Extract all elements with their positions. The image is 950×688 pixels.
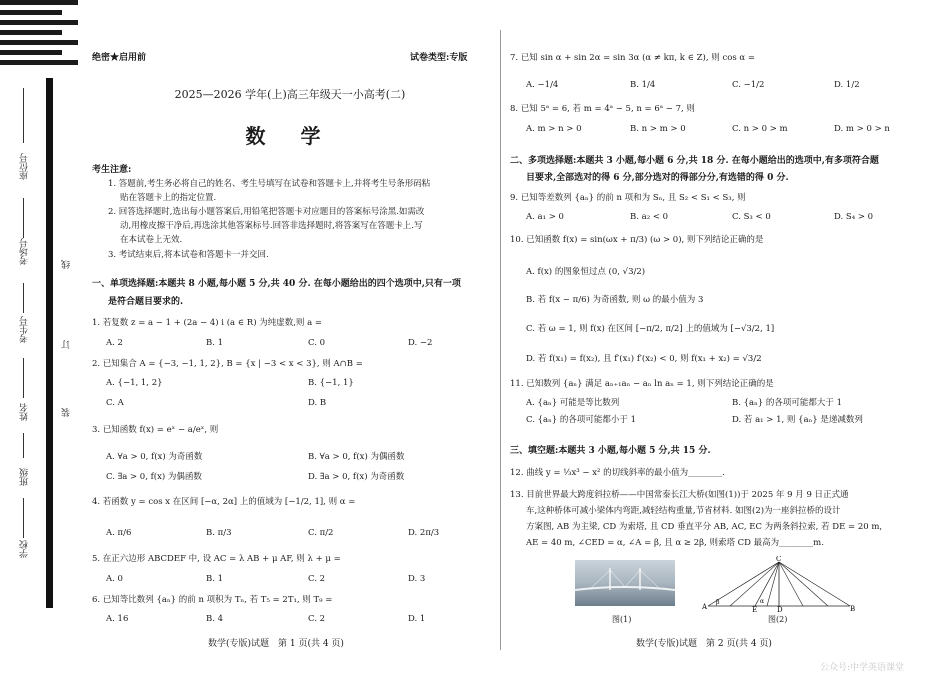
option: D. ∃a > 0, f(x) 为奇函数 bbox=[308, 472, 405, 482]
bind-mark-pack: 装 bbox=[62, 408, 72, 417]
school-label: 学校 bbox=[20, 540, 30, 558]
option: A. {−1, 1, 2} bbox=[106, 378, 163, 388]
option: D. 2π/3 bbox=[408, 528, 440, 538]
option: C. 2 bbox=[308, 574, 326, 584]
label-beta: β bbox=[716, 599, 720, 606]
question-11: 11. 已知数列 {aₙ} 满足 aₙ₊₁aₙ − aₙ ln aₙ = 1, 则下列结论正确的是 bbox=[510, 379, 774, 389]
question-2: 2. 已知集合 A = {−3, −1, 1, 2}, B = {x | −3 < x < 3}, 则 A∩B = bbox=[92, 359, 363, 369]
question-5: 5. 在正六边形 ABCDEF 中, 设 AC = λ AB + μ AF, 则 λ + μ = bbox=[92, 554, 341, 564]
option: C. ∃a > 0, f(x) 为偶函数 bbox=[106, 472, 202, 482]
label-b: B bbox=[850, 605, 856, 612]
binding-strip bbox=[0, 0, 78, 688]
option: C. S₃ < 0 bbox=[732, 212, 771, 222]
option: C. A bbox=[106, 398, 124, 408]
option: B. a₂ < 0 bbox=[630, 212, 669, 222]
option: B. π/3 bbox=[206, 528, 232, 538]
question-13-line: 车,这种桥体可减小梁体内弯距,减轻结构重量,节省材料. 如图(2)为一座斜拉桥的设计 bbox=[526, 506, 841, 516]
option: A. 0 bbox=[106, 574, 123, 584]
exam-room-label: 考场号 bbox=[20, 238, 30, 265]
bind-mark-order: 订 bbox=[62, 340, 72, 349]
label-c: C bbox=[776, 556, 782, 563]
subject-title: 数 学 bbox=[245, 124, 335, 148]
option: B. 4 bbox=[206, 614, 224, 624]
question-9: 9. 已知等差数列 {aₙ} 的前 n 项和为 Sₙ, 且 S₂ < S₁ < S₃, 则 bbox=[510, 193, 746, 203]
option: C. 2 bbox=[308, 614, 326, 624]
column-divider bbox=[500, 30, 501, 650]
question-1: 1. 若复数 z = a − 1 + (2a − 4) i (a ∈ R) 为纯虚数,则 a = bbox=[92, 318, 323, 328]
option: B. 1/4 bbox=[630, 80, 656, 90]
page-footer: 数学(专版)试题 第 1 页(共 4 页) bbox=[208, 639, 344, 649]
option: A. 16 bbox=[106, 614, 129, 624]
option: A. ∀a > 0, f(x) 为奇函数 bbox=[106, 452, 203, 462]
option: A. −1/4 bbox=[526, 80, 559, 90]
option: A. π/6 bbox=[106, 528, 132, 538]
label-a: A bbox=[702, 603, 708, 611]
notice-item: 动,用橡皮擦干净后,再选涂其他答案标号.回答非选择题时,将答案写在答题卡上.写 bbox=[120, 221, 423, 231]
option: C. 若 ω = 1, 则 f(x) 在区间 [−π/2, π/2] 上的值域为 [−√3/2, 1] bbox=[526, 324, 775, 334]
name-label: 姓名 bbox=[20, 403, 30, 421]
question-13-line: AE = 40 m, ∠CED = α, ∠A = β, 且 α ≥ 2β, 则索塔 CD 最高为________m. bbox=[526, 538, 824, 548]
option: D. m > 0 > n bbox=[834, 124, 890, 134]
question-3: 3. 已知函数 f(x) = eˣ − a/eˣ, 则 bbox=[92, 425, 219, 435]
paper-type: 试卷类型:专版 bbox=[410, 53, 468, 63]
bridge-diagram bbox=[700, 556, 860, 612]
exam-no-label: 考生号 bbox=[20, 316, 30, 343]
option: C. 0 bbox=[308, 338, 326, 348]
question-10: 10. 已知函数 f(x) = sin(ωx + π/3) (ω > 0), 则下列结论正确的是 bbox=[510, 235, 764, 245]
option: B. 若 f(x − π/6) 为奇函数, 则 ω 的最小值为 3 bbox=[526, 295, 704, 305]
option: D. S₄ > 0 bbox=[834, 212, 874, 222]
option: C. n > 0 > m bbox=[732, 124, 788, 134]
option: A. m > n > 0 bbox=[526, 124, 582, 134]
option: D. 1/2 bbox=[834, 80, 860, 90]
candidate-info-strip bbox=[0, 78, 78, 608]
class-label: 班级 bbox=[20, 468, 30, 486]
option: C. {aₙ} 的各项可能都小于 1 bbox=[526, 415, 636, 425]
figure-1-caption: 图(1) bbox=[612, 615, 632, 624]
section-1-heading: 一、单项选择题:本题共 8 小题,每小题 5 分,共 40 分. 在每小题给出的四个选项中,只有一项 bbox=[92, 279, 461, 289]
question-7: 7. 已知 sin α + sin 2α = sin 3α (α ≠ kπ, k ∈ Z), 则 cos α = bbox=[510, 53, 755, 63]
top-stripes bbox=[0, 0, 78, 70]
option: A. f(x) 的图象恒过点 (0, √3/2) bbox=[526, 267, 646, 277]
watermark: 公众号:中学英语课堂 bbox=[820, 663, 905, 673]
notice-item: 2. 回答选择题时,选出每小题答案后,用铅笔把答题卡对应题目的答案标号涂黑.如需改 bbox=[108, 207, 425, 217]
option: A. {aₙ} 可能是等比数列 bbox=[526, 398, 620, 408]
question-12: 12. 曲线 y = ⅓x³ − x² 的切线斜率的最小值为________. bbox=[510, 468, 725, 478]
option: A. 2 bbox=[106, 338, 123, 348]
question-13-line: 方案图, AB 为主梁, CD 为索塔, 且 CD 垂直平分 AB, AC, EC 为两条斜拉索, 若 DE = 20 m, bbox=[526, 522, 883, 532]
label-e: E bbox=[752, 606, 758, 612]
notice-item: 在本试卷上无效. bbox=[120, 235, 183, 245]
question-6: 6. 已知等比数列 {aₙ} 的前 n 项积为 Tₙ, 若 T₅ = 2T₁, 则 T₉ = bbox=[92, 595, 333, 605]
section-1-heading-cont: 是符合题目要求的. bbox=[108, 297, 184, 307]
option: B. {−1, 1} bbox=[308, 378, 354, 388]
option: C. π/2 bbox=[308, 528, 334, 538]
notice-item: 3. 考试结束后,将本试卷和答题卡一并交回. bbox=[108, 250, 269, 260]
seat-label: 座位号 bbox=[20, 153, 30, 180]
option: D. 3 bbox=[408, 574, 426, 584]
page-footer: 数学(专版)试题 第 2 页(共 4 页) bbox=[636, 639, 772, 649]
option: B. 1 bbox=[206, 574, 224, 584]
section-2-heading-cont: 目要求,全部选对的得 6 分,部分选对的得部分分,有选错的得 0 分. bbox=[526, 173, 789, 183]
section-3-heading: 三、填空题:本题共 3 小题,每小题 5 分,共 15 分. bbox=[510, 446, 711, 456]
secret-mark: 绝密★启用前 bbox=[92, 53, 147, 63]
binding-bar bbox=[46, 78, 53, 608]
option: B. 1 bbox=[206, 338, 224, 348]
option: C. −1/2 bbox=[732, 80, 765, 90]
option: B. n > m > 0 bbox=[630, 124, 686, 134]
option: A. a₁ > 0 bbox=[526, 212, 564, 222]
notice-title: 考生注意: bbox=[92, 165, 132, 175]
figure-2-caption: 图(2) bbox=[768, 615, 788, 624]
question-8: 8. 已知 5ᵃ = 6, 若 m = 4ᵃ − 5, n = 6ᵃ − 7, 则 bbox=[510, 104, 695, 114]
label-alpha: α bbox=[760, 598, 765, 605]
option: B. {aₙ} 的各项可能都大于 1 bbox=[732, 398, 843, 408]
option: D. −2 bbox=[408, 338, 433, 348]
notice-item: 1. 答题前,考生务必将自己的姓名、考生号填写在试卷和答题卡上,并将考生号条形码粘 bbox=[108, 179, 431, 189]
section-2-heading: 二、多项选择题:本题共 3 小题,每小题 6 分,共 18 分. 在每小题给出的选项中,有多项符合题 bbox=[510, 156, 879, 166]
option: D. 若 a₁ > 1, 则 {aₙ} 是递减数列 bbox=[732, 415, 863, 425]
option: D. 1 bbox=[408, 614, 426, 624]
option: B. ∀a > 0, f(x) 为偶函数 bbox=[308, 452, 405, 462]
bind-mark-line: 线 bbox=[62, 260, 72, 269]
option: D. 若 f(x₁) = f(x₂), 且 f′(x₁) f′(x₂) < 0, 则 f(x₁ + x₂) = √3/2 bbox=[526, 354, 762, 364]
label-d: D bbox=[777, 606, 783, 612]
bridge-photo bbox=[575, 560, 675, 606]
notice-item: 贴在答题卡上的指定位置. bbox=[120, 193, 217, 203]
exam-title: 2025—2026 学年(上)高三年级天一小高考(二) bbox=[174, 88, 406, 101]
question-4: 4. 若函数 y = cos x 在区间 [−α, 2α] 上的值域为 [−1/2, 1], 则 α = bbox=[92, 497, 356, 507]
question-13: 13. 目前世界最大跨度斜拉桥——中国常泰长江大桥(如图(1))于 2025 年 9 月 9 日正式通 bbox=[510, 490, 849, 500]
option: D. B bbox=[308, 398, 327, 408]
